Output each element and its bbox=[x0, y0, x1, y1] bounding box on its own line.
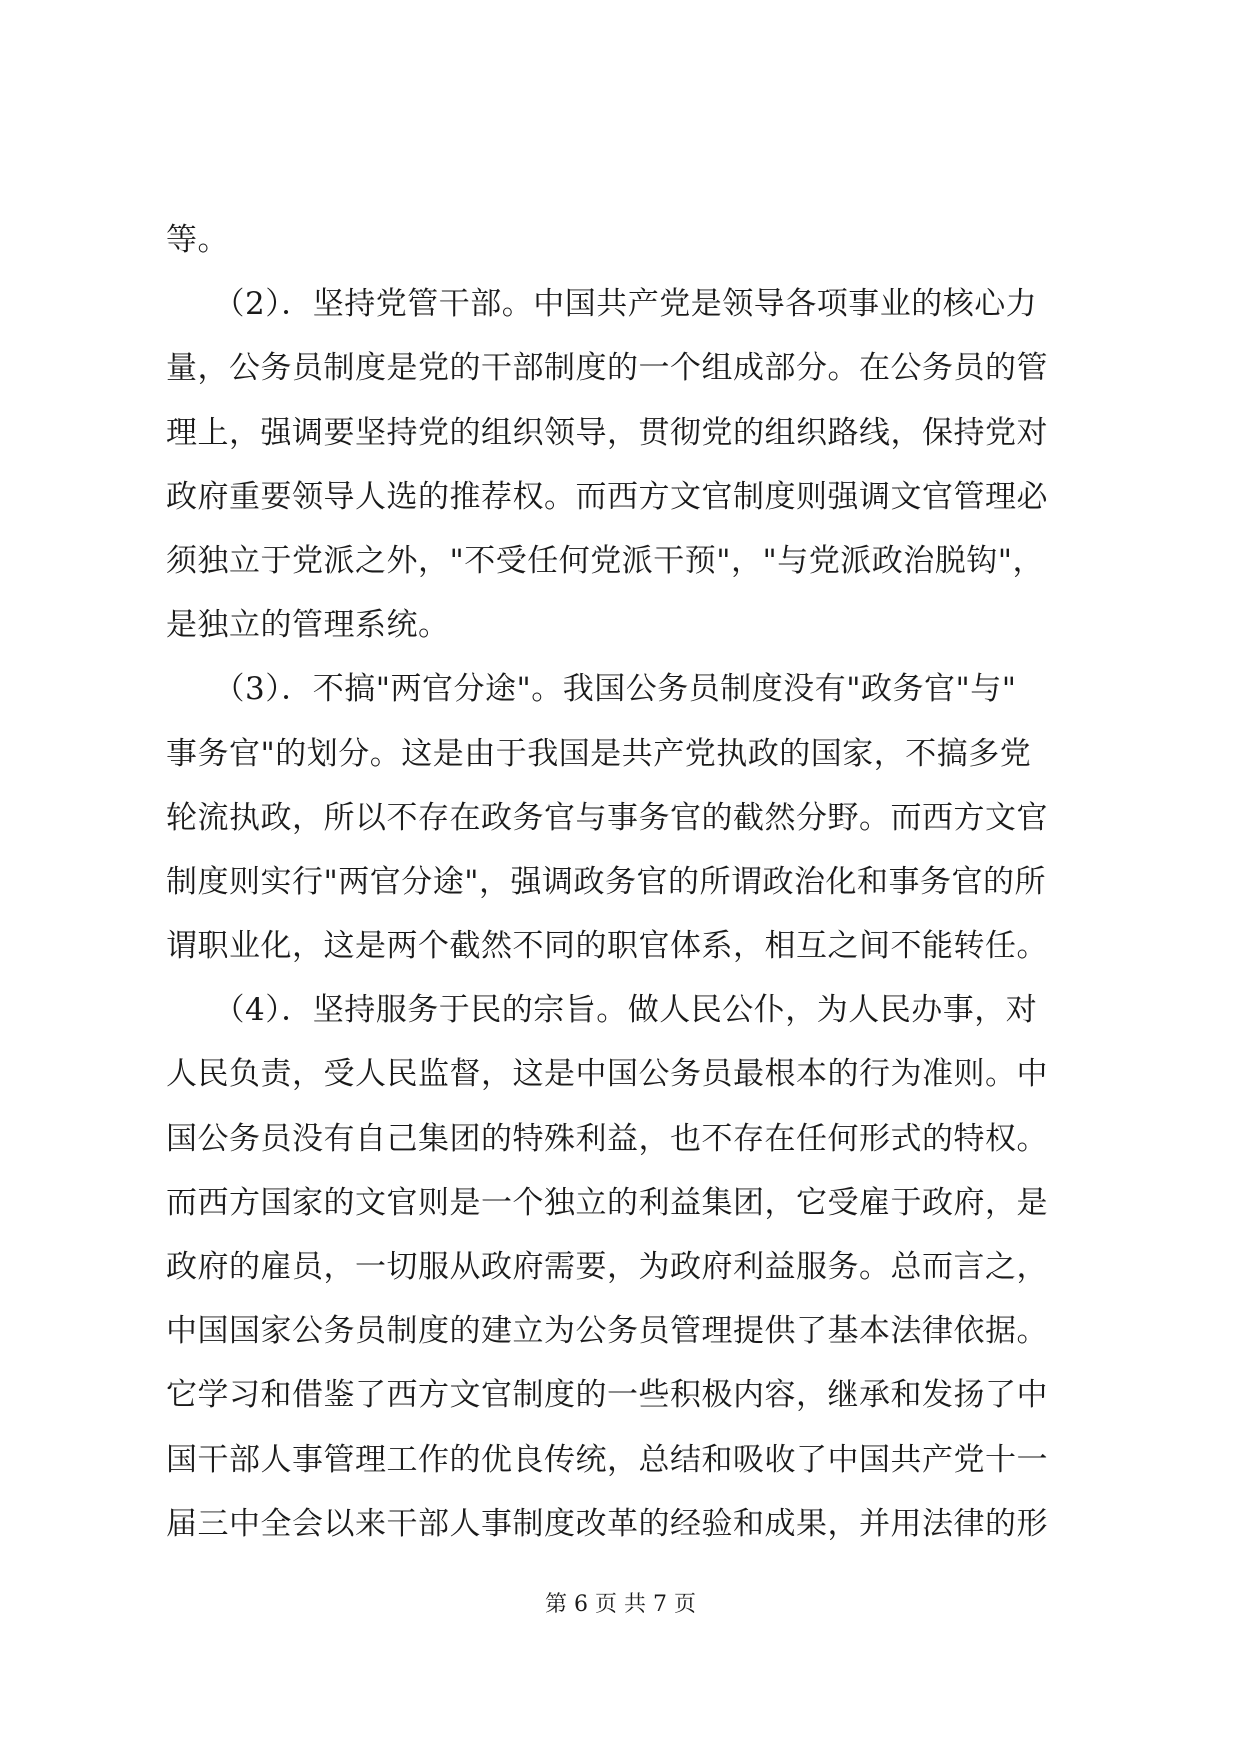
text-line: 国干部人事管理工作的优良传统，总结和吸收了中国共产党十一 bbox=[166, 1441, 1048, 1478]
text-line: 谓职业化，这是两个截然不同的职官体系，相互之间不能转任。 bbox=[166, 928, 1048, 965]
text-line: 须独立于党派之外，"不受任何党派干预"，"与党派政治脱钩"， bbox=[166, 542, 1045, 579]
text-line: 轮流执政，所以不存在政务官与事务官的截然分野。而西方文官 bbox=[166, 799, 1048, 836]
text-line: 而西方国家的文官则是一个独立的利益集团，它受雇于政府，是 bbox=[166, 1184, 1048, 1221]
text-line: 届三中全会以来干部人事制度改革的经验和成果，并用法律的形 bbox=[166, 1505, 1048, 1542]
text-line: （3）．不搞"两官分途"。我国公务员制度没有"政务官"与" bbox=[166, 671, 1017, 708]
text-line: 理上，强调要坚持党的组织领导，贯彻党的组织路线，保持党对 bbox=[166, 414, 1048, 451]
text-line: 是独立的管理系统。 bbox=[166, 607, 450, 644]
text-line: 政府的雇员，一切服从政府需要，为政府利益服务。总而言之， bbox=[166, 1249, 1048, 1285]
text-line: （2）．坚持党管干部。中国共产党是领导各项事业的核心力 bbox=[166, 286, 1038, 323]
text-line: 人民负责，受人民监督，这是中国公务员最根本的行为准则。中 bbox=[166, 1056, 1048, 1093]
text-line: 量，公务员制度是党的干部制度的一个组成部分。在公务员的管 bbox=[166, 350, 1048, 387]
text-line: 国公务员没有自己集团的特殊利益，也不存在任何形式的特权。 bbox=[166, 1120, 1048, 1157]
text-line: 事务官"的划分。这是由于我国是共产党执政的国家，不搞多党 bbox=[166, 735, 1032, 772]
text-line: 中国国家公务员制度的建立为公务员管理提供了基本法律依据。 bbox=[166, 1313, 1048, 1350]
text-line: 政府重要领导人选的推荐权。而西方文官制度则强调文官管理必 bbox=[166, 478, 1048, 515]
text-line: 它学习和借鉴了西方文官制度的一些积极内容，继承和发扬了中 bbox=[166, 1377, 1048, 1414]
document-body bbox=[166, 208, 1086, 1556]
text-line: 制度则实行"两官分途"，强调政务官的所谓政治化和事务官的所 bbox=[166, 863, 1047, 900]
page-number-footer: 第 6 页 共 7 页 bbox=[545, 1592, 696, 1617]
text-line: 等。 bbox=[166, 222, 229, 258]
text-line: （4）．坚持服务于民的宗旨。做人民公仆，为人民办事，对 bbox=[166, 992, 1038, 1029]
